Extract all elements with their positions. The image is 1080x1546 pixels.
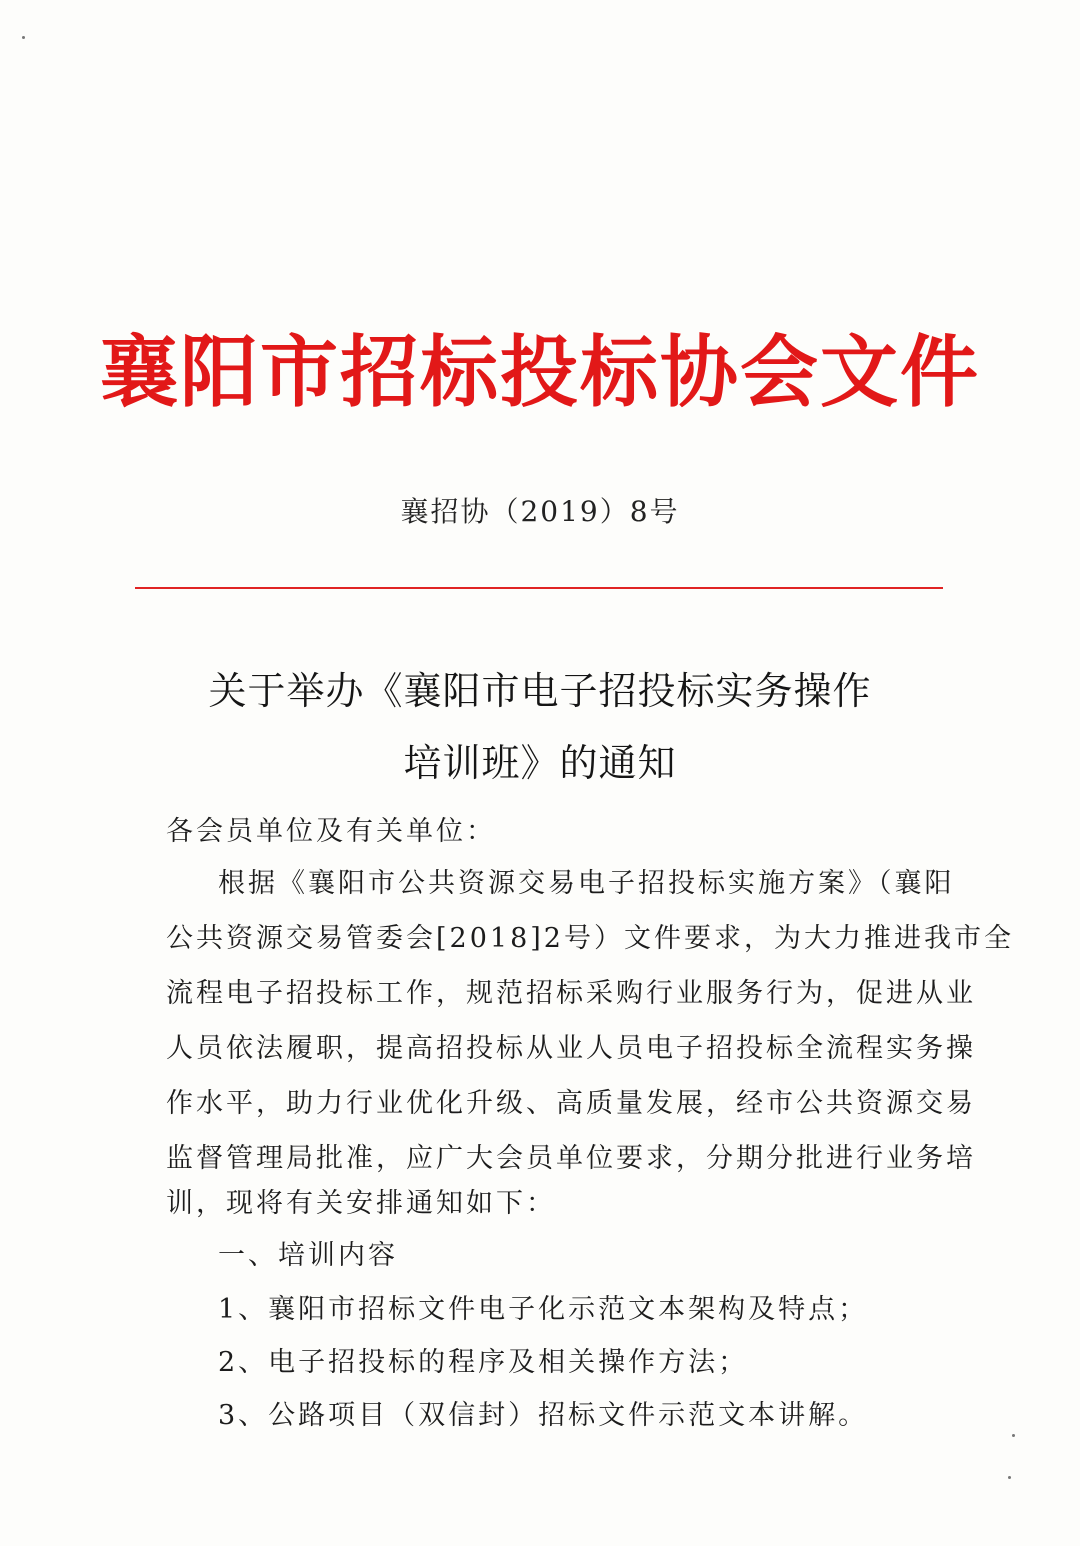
scan-speck: [22, 36, 25, 39]
notice-title-line-2: 培训班》的通知: [403, 741, 677, 785]
paragraph-line: 作水平，助力行业优化升级、高质量发展，经市公共资源交易: [166, 1088, 976, 1119]
section-heading-training-content: 一、培训内容: [218, 1240, 398, 1271]
scan-speck: [1012, 1434, 1015, 1437]
scan-speck: [1008, 1476, 1011, 1479]
org-document-header: 襄阳市招标投标协会文件: [99, 327, 980, 418]
paragraph-line: 训，现将有关安排通知如下：: [166, 1188, 556, 1219]
paragraph-line: 监督管理局批准，应广大会员单位要求，分期分批进行业务培: [166, 1143, 976, 1174]
document-number: 襄招协（2019）8号: [400, 495, 680, 528]
salutation: 各会员单位及有关单位：: [166, 816, 496, 847]
list-item: 3、公路项目（双信封）招标文件示范文本讲解。: [218, 1400, 869, 1431]
paragraph-line: 流程电子招投标工作，规范招标采购行业服务行为，促进从业: [166, 978, 976, 1009]
paragraph-line: 人员依法履职，提高招投标从业人员电子招投标全流程实务操: [166, 1033, 976, 1064]
list-item: 2、电子招投标的程序及相关操作方法；: [218, 1347, 749, 1378]
list-item: 1、襄阳市招标文件电子化示范文本架构及特点；: [218, 1294, 869, 1325]
notice-title-line-1: 关于举办《襄阳市电子招投标实务操作: [208, 669, 872, 713]
red-separator-line: [135, 587, 943, 589]
paragraph-line: 公共资源交易管委会[2018]2号）文件要求，为大力推进我市全: [166, 923, 1014, 954]
paragraph-line: 根据《襄阳市公共资源交易电子招投标实施方案》（襄阳: [218, 868, 955, 899]
